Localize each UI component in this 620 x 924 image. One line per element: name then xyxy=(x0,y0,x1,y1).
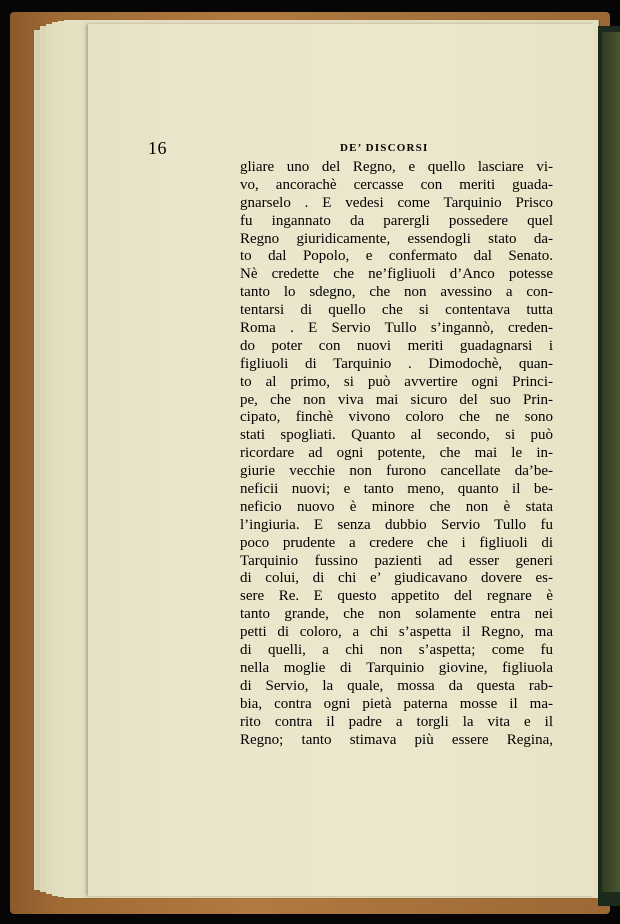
text-line: bia, contra ogni pietà paterna mosse il ma- xyxy=(240,695,553,712)
text-line: vo, ancorachè cercasse con meriti guada- xyxy=(240,176,553,193)
text-line: Roma . E Servio Tullo s’ingannò, creden- xyxy=(240,320,553,337)
text-line: di colui, di chi e’ giudicavano dovere es- xyxy=(240,570,553,587)
text-line: to dal Popolo, e confermato dal Senato. xyxy=(240,248,553,265)
text-line: tanto grande, che non solamente entra nei xyxy=(240,606,553,623)
text-line: gliare uno del Regno, e quello lasciare vi- xyxy=(240,159,553,175)
text-line: Regno giuridicamente, essendogli stato da- xyxy=(240,230,553,247)
text-line: tanto lo sdegno, che non avessino a con- xyxy=(240,284,553,301)
text-line: Nè credette che ne’figliuoli d’Anco potesse xyxy=(240,266,553,283)
text-line: fu ingannato da parergli possedere quel xyxy=(240,212,553,229)
page-number: 16 xyxy=(148,138,167,158)
text-line: Regno; tanto stimava più essere Regina, xyxy=(240,731,553,748)
text-line: cipato, finchè vivono coloro che ne sono xyxy=(240,409,553,426)
running-head: DE’ DISCORSI xyxy=(340,142,429,154)
text-line: petti di coloro, a chi s’aspetta il Regno, ma xyxy=(240,624,553,641)
text-line: to al primo, si può avvertire ogni Princi- xyxy=(240,373,553,390)
text-line: di quelli, a chi non s’aspetta; come fu xyxy=(240,642,553,659)
text-line: poco prudente a credere che i figliuoli di xyxy=(240,534,553,551)
text-line: neficii nuovi; e tanto meno, quanto il be- xyxy=(240,481,553,498)
text-line: gnarselo . E vedesi come Tarquinio Prisco xyxy=(240,194,553,211)
text-line: ricordare ad ogni potente, che mai le in- xyxy=(240,445,553,462)
body-text xyxy=(240,159,553,749)
text-line: stati spogliati. Quanto al secondo, si può xyxy=(240,427,553,444)
text-line: figliuoli di Tarquinio . Dimodochè, quan- xyxy=(240,355,553,372)
text-line: di Servio, la quale, mossa da questa rab- xyxy=(240,677,553,694)
text-line: tentarsi di quello che si contentava tutta xyxy=(240,302,553,319)
text-line: sere Re. E questo appetito del regnare è xyxy=(240,588,553,605)
text-line: rito contra il padre a torgli la vita e il xyxy=(240,713,553,730)
text-line: nella moglie di Tarquinio giovine, figliuola xyxy=(240,659,553,676)
text-line: neficio nuovo è minore che non è stata xyxy=(240,498,553,515)
text-line: l’ingiuria. E senza dubbio Servio Tullo fu xyxy=(240,516,553,533)
text-line: giurie vecchie non furono cancellate da’be- xyxy=(240,463,553,480)
text-line: do poter con nuovi meriti guadagnarsi i xyxy=(240,337,553,354)
text-line: Tarquinio fussino pazienti ad esser generi xyxy=(240,552,553,569)
facing-board xyxy=(602,32,620,892)
page-header xyxy=(150,138,560,156)
text-line: pe, che non viva mai sicuro del suo Prin- xyxy=(240,391,553,408)
